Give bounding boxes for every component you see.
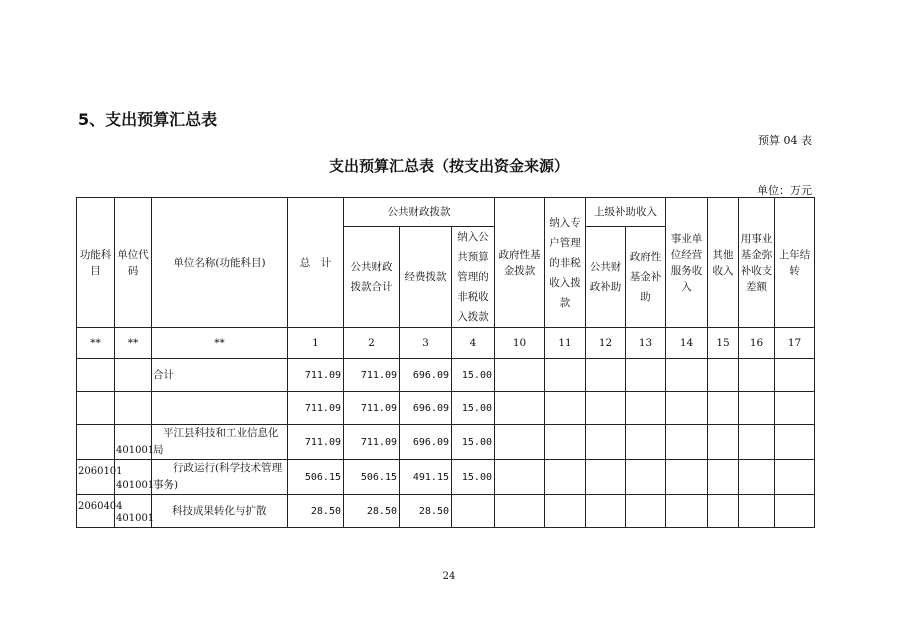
header-public-finance-total: 公共财政拨款合计 [344, 227, 400, 328]
unit-name-line: 平江县科技和工业信息化 [163, 427, 279, 439]
index-cell: 2 [344, 328, 400, 359]
public-finance-total-cell: 28.50 [344, 495, 400, 528]
table-row [77, 392, 815, 425]
header-public-subsidy: 公共财政补助 [586, 227, 626, 328]
unit-code-cell [115, 359, 152, 392]
page-number: 24 [442, 571, 456, 582]
index-cell: 3 [400, 328, 452, 359]
nontax-cell: 15.00 [452, 460, 495, 495]
index-cell: 1 [288, 328, 344, 359]
index-cell: 15 [708, 328, 739, 359]
index-cell: ** [152, 328, 288, 359]
total-cell: 506.15 [288, 460, 344, 495]
index-cell: 4 [452, 328, 495, 359]
index-cell: 11 [545, 328, 586, 359]
form-number: 预算 04 表 [758, 134, 812, 147]
section-heading: 5、支出预算汇总表 [78, 110, 218, 129]
func-code-cell [77, 495, 123, 528]
public-finance-total-cell: 711.09 [344, 359, 400, 392]
table-title: 支出预算汇总表（按支出资金来源） [328, 157, 569, 175]
funding-cell: 696.09 [400, 425, 452, 460]
public-finance-total-cell: 711.09 [344, 425, 400, 460]
header-nontax: 纳入公共预算管理的非税收入拨款 [452, 227, 495, 328]
table-row [77, 495, 815, 528]
table-row [77, 425, 815, 460]
index-cell: 14 [666, 328, 708, 359]
nontax-cell: 15.00 [452, 425, 495, 460]
func-code-value: 2060101 [78, 466, 123, 477]
unit-code-value: 401001 [116, 513, 155, 524]
expenditure-budget-table [76, 197, 815, 528]
unit-name-line: 事务) [153, 479, 179, 491]
funding-cell: 491.15 [400, 460, 452, 495]
header-total: 总 计 [288, 198, 344, 328]
total-cell: 711.09 [288, 359, 344, 392]
unit-name-cell: 科技成果转化与扩散 [152, 495, 288, 528]
funding-cell: 696.09 [400, 359, 452, 392]
total-cell: 711.09 [288, 392, 344, 425]
func-code-cell [77, 392, 115, 425]
nontax-cell [452, 495, 495, 528]
index-cell: ** [115, 328, 152, 359]
unit-name-line: 局 [153, 444, 164, 456]
nontax-cell: 15.00 [452, 392, 495, 425]
funding-cell: 28.50 [400, 495, 452, 528]
header-carryover: 上年结转 [775, 198, 815, 328]
unit-code-cell [115, 495, 155, 528]
index-cell: 12 [586, 328, 626, 359]
header-gov-fund-subsidy: 政府性基金补助 [626, 227, 666, 328]
unit-name-cell [152, 460, 288, 495]
header-funding: 经费拨款 [400, 227, 452, 328]
func-code-value: 2060404 [78, 501, 123, 512]
public-finance-total-cell: 711.09 [344, 392, 400, 425]
unit-code-cell [115, 460, 155, 495]
header-func-subject: 功能科目 [77, 198, 115, 328]
unit-name-line: 行政运行(科学技术管理 [173, 462, 283, 474]
func-code-cell [77, 359, 115, 392]
index-cell: 17 [775, 328, 815, 359]
table-row [77, 359, 815, 392]
header-other-income: 其他收入 [708, 198, 739, 328]
index-cell: 13 [626, 328, 666, 359]
index-cell: ** [77, 328, 115, 359]
header-unit-name: 单位名称(功能科目) [152, 198, 288, 328]
table-row [77, 460, 815, 495]
total-cell: 28.50 [288, 495, 344, 528]
unit-code-value: 401001 [116, 480, 155, 491]
funding-cell: 696.09 [400, 392, 452, 425]
header-special-nontax: 纳入专户管理的非税收入拨款 [545, 198, 586, 328]
public-finance-total-cell: 506.15 [344, 460, 400, 495]
unit-code-value: 401001 [116, 445, 155, 456]
index-row [77, 328, 815, 359]
header-fund-balance: 用事业基金弥补收支差额 [739, 198, 775, 328]
func-code-cell [77, 460, 123, 495]
index-cell: 16 [739, 328, 775, 359]
func-code-cell [77, 425, 115, 460]
unit-label: 单位：万元 [757, 184, 812, 197]
header-gov-fund: 政府性基金拨款 [495, 198, 545, 328]
unit-name-cell [152, 425, 288, 460]
unit-code-cell [115, 392, 152, 425]
total-cell: 711.09 [288, 425, 344, 460]
header-unit-code: 单位代码 [115, 198, 152, 328]
header-operation-income: 事业单位经营服务收入 [666, 198, 708, 328]
unit-name-cell: 合计 [152, 359, 288, 392]
header-superior-subsidy: 上级补助收入 [586, 198, 666, 227]
nontax-cell: 15.00 [452, 359, 495, 392]
unit-name-cell [152, 392, 288, 425]
unit-code-cell [115, 425, 155, 460]
index-cell: 10 [495, 328, 545, 359]
header-public-finance: 公共财政拨款 [344, 198, 495, 227]
